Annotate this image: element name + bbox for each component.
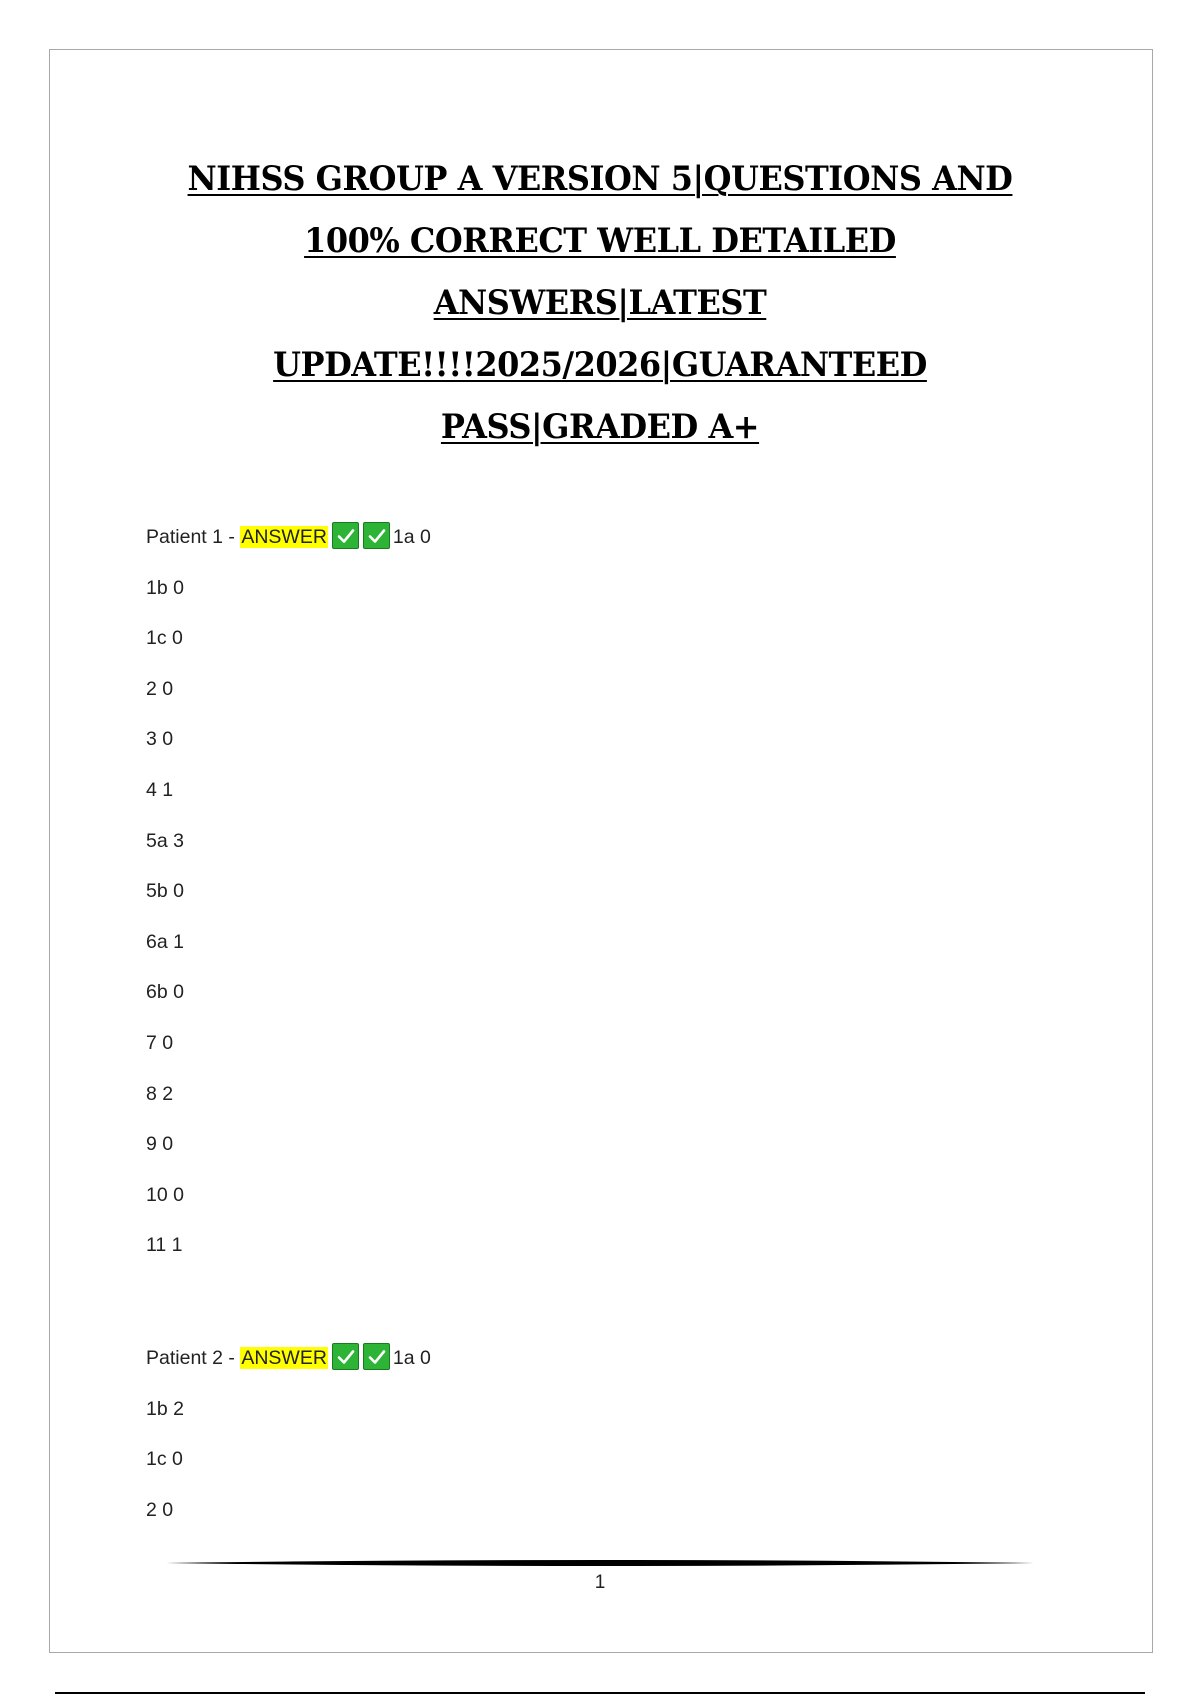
patient-1-header <box>146 522 1046 573</box>
check-mark-icon <box>363 1343 390 1370</box>
score-item: 4 1 <box>146 778 174 801</box>
score-item: 2 0 <box>146 677 174 700</box>
title-line: ANSWERS|LATEST <box>433 283 767 323</box>
footer-divider <box>166 1558 1034 1568</box>
title-line: UPDATE!!!!2025/2026|GUARANTEED <box>273 345 927 385</box>
score-item: 6a 1 <box>146 930 184 953</box>
answer-highlight: ANSWER <box>241 1346 327 1369</box>
score-item: 7 0 <box>146 1031 174 1054</box>
score-item: 10 0 <box>146 1183 184 1206</box>
patient-2-header <box>146 1343 1046 1394</box>
title-line: 100% CORRECT WELL DETAILED <box>304 221 896 261</box>
check-mark-icon <box>332 522 359 549</box>
patient-label: Patient 2 - <box>146 1346 241 1369</box>
answer-list <box>146 522 1046 1545</box>
title-line: NIHSS GROUP A VERSION 5|QUESTIONS AND <box>187 159 1013 199</box>
score-item: 3 0 <box>146 728 174 751</box>
score-item: 1b 0 <box>146 576 184 599</box>
score-item: 6b 0 <box>146 981 184 1004</box>
score-item: 1c 0 <box>146 627 183 650</box>
title-line: PASS|GRADED A+ <box>440 407 760 447</box>
score-item: 1c 0 <box>146 1448 183 1471</box>
score-item: 8 2 <box>146 1082 174 1105</box>
score-item: 1a 0 <box>392 1346 431 1369</box>
document-title <box>120 148 1080 458</box>
page-break-rule <box>55 1692 1145 1694</box>
score-item: 5b 0 <box>146 880 184 903</box>
score-item: 9 0 <box>146 1133 174 1156</box>
score-item: 1b 2 <box>146 1397 184 1420</box>
score-item: 5a 3 <box>146 829 184 852</box>
patient-label: Patient 1 - <box>146 526 241 548</box>
score-item: 2 0 <box>146 1498 174 1521</box>
score-item: 1a 0 <box>392 526 431 548</box>
check-mark-icon <box>363 522 390 549</box>
score-item: 11 1 <box>146 1234 183 1257</box>
check-mark-icon <box>332 1343 359 1370</box>
answer-highlight: ANSWER <box>241 526 327 548</box>
page-number: 1 <box>594 1572 606 1593</box>
